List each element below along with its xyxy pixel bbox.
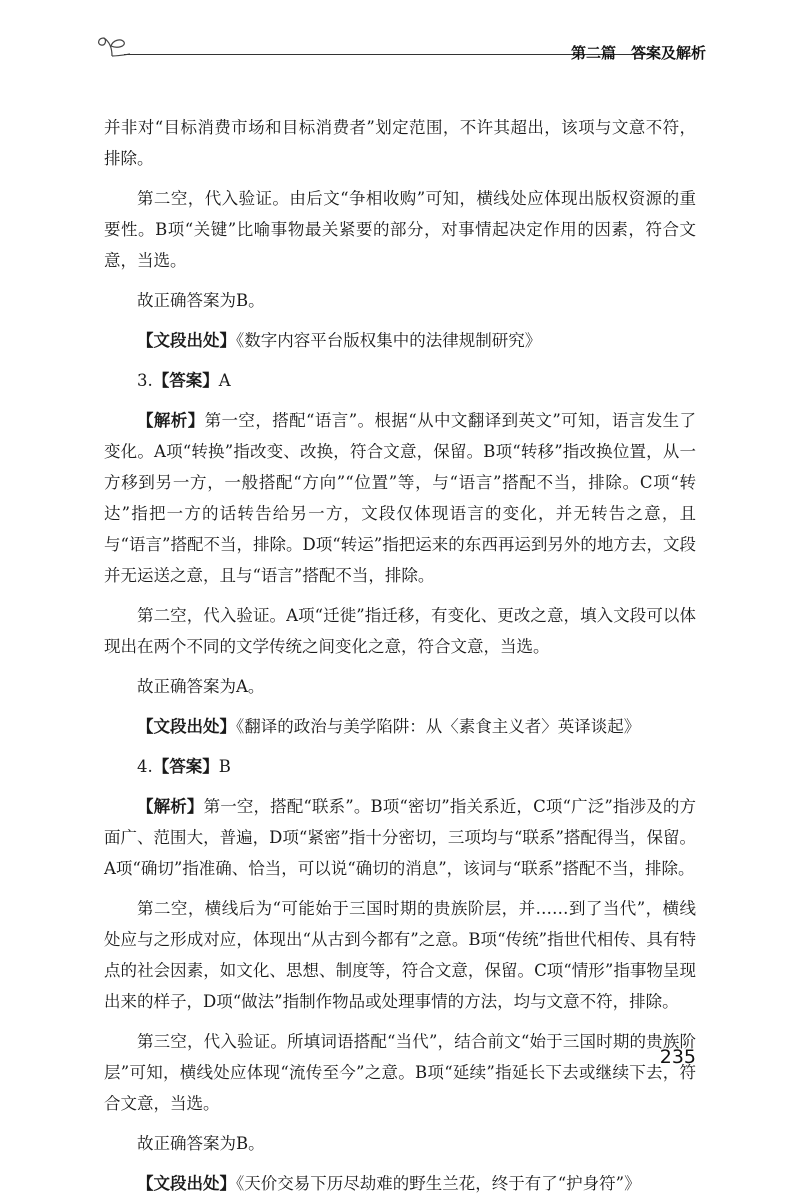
analysis-paragraph [104, 405, 696, 591]
source-line [104, 711, 696, 742]
sprout-icon [96, 32, 130, 60]
analysis-tag: 【解析】 [137, 797, 204, 816]
paragraph-text: 第二空，代入验证。A项“迁徙”指迁移，有变化、更改之意，填入文段可以体现出在两个不同的文学传统之间变化之意，符合文意，当选。 [104, 606, 696, 656]
paragraph-text: 第三空，代入验证。所填词语搭配“当代”，结合前文“始于三国时期的贵族阶层”可知，横线处应体现“流传至今”之意。B项“延续”指延长下去或继续下去，符合文意，当选。 [104, 1032, 696, 1113]
answer-value: A [218, 371, 231, 390]
analysis-paragraph [104, 791, 696, 884]
paragraph-text: 第一空，搭配“联系”。B项“密切”指关系近，C项“广泛”指涉及的方面广、范围大，普遍，D项“紧密”指十分密切，三项均与“联系”搭配得当，保留。A项“确切”指准确、恰当，可以说“确切的消息”，该词与“联系”搭配不当，排除。 [104, 797, 696, 878]
paragraph [104, 112, 696, 174]
paragraph [104, 671, 696, 702]
source-tag: 【文段出处】 [137, 331, 236, 350]
source-tag: 【文段出处】 [137, 717, 236, 736]
paragraph [104, 183, 696, 276]
paragraph-text: 第一空，搭配“语言”。根据“从中文翻译到英文”可知，语言发生了变化。A项“转换”指改变、改换，符合文意，保留。B项“转移”指改换位置，从一方移到另一方，一般搭配“方向”“位置”等，与“语言”搭配不当，排除。C项“转达”指把一方的话转告给另一方，文段仅体现语言的变化，并无转告之意，且与“语言”搭配不当，排除。D项“转运”指把运来的东西再运到另外的地方去，文段并无运送之意，且与“语言”搭配不当，排除。 [104, 411, 696, 585]
answer-tag: 【答案】 [152, 757, 219, 776]
answer-explanation-text [104, 112, 696, 1199]
paragraph-text: 第二空，代入验证。由后文“争相收购”可知，横线处应体现出版权资源的重要性。B项“关键”比喻事物最关紧要的部分，对事情起决定作用的因素，符合文意，当选。 [104, 189, 696, 270]
paragraph-text: 并非对“目标消费市场和目标消费者”划定范围，不许其超出，该项与文意不符，排除。 [104, 118, 696, 168]
running-header [96, 32, 706, 62]
paragraph-text: 故正确答案为B。 [137, 1134, 265, 1153]
answer-value: B [218, 757, 231, 776]
source-line [104, 1168, 696, 1199]
source-line [104, 325, 696, 356]
page-number: 235 [659, 1046, 696, 1068]
paragraph [104, 285, 696, 316]
paragraph [104, 1026, 696, 1119]
source-title: 《天价交易下历尽劫难的野生兰花，终于有了“护身符”》 [236, 1174, 641, 1193]
source-title: 《翻译的政治与美学陷阱：从〈素食主义者〉英译谈起》 [236, 717, 641, 736]
paragraph-text: 第二空，横线后为“可能始于三国时期的贵族阶层，并……到了当代”，横线处应与之形成对应，体现出“从古到今都有”之意。B项“传统”指世代相传、具有特点的社会因素，如文化、思想、制度等，符合文意，保留。C项“情形”指事物呈现出来的样子，D项“做法”指制作物品或处理事情的方法，均与文意不符，排除。 [104, 899, 696, 1011]
paragraph [104, 600, 696, 662]
paragraph-text: 故正确答案为A。 [137, 677, 265, 696]
section-title: 第二篇 答案及解析 [570, 44, 706, 62]
answer-line [104, 365, 696, 396]
paragraph [104, 893, 696, 1017]
question-number: 3. [137, 371, 153, 390]
analysis-tag: 【解析】 [137, 411, 205, 430]
question-number: 4. [137, 757, 153, 776]
source-tag: 【文段出处】 [137, 1174, 236, 1193]
answer-line [104, 751, 696, 782]
paragraph-text: 故正确答案为B。 [137, 291, 265, 310]
paragraph [104, 1128, 696, 1159]
answer-tag: 【答案】 [152, 371, 219, 390]
source-title: 《数字内容平台版权集中的法律规制研究》 [236, 331, 542, 350]
